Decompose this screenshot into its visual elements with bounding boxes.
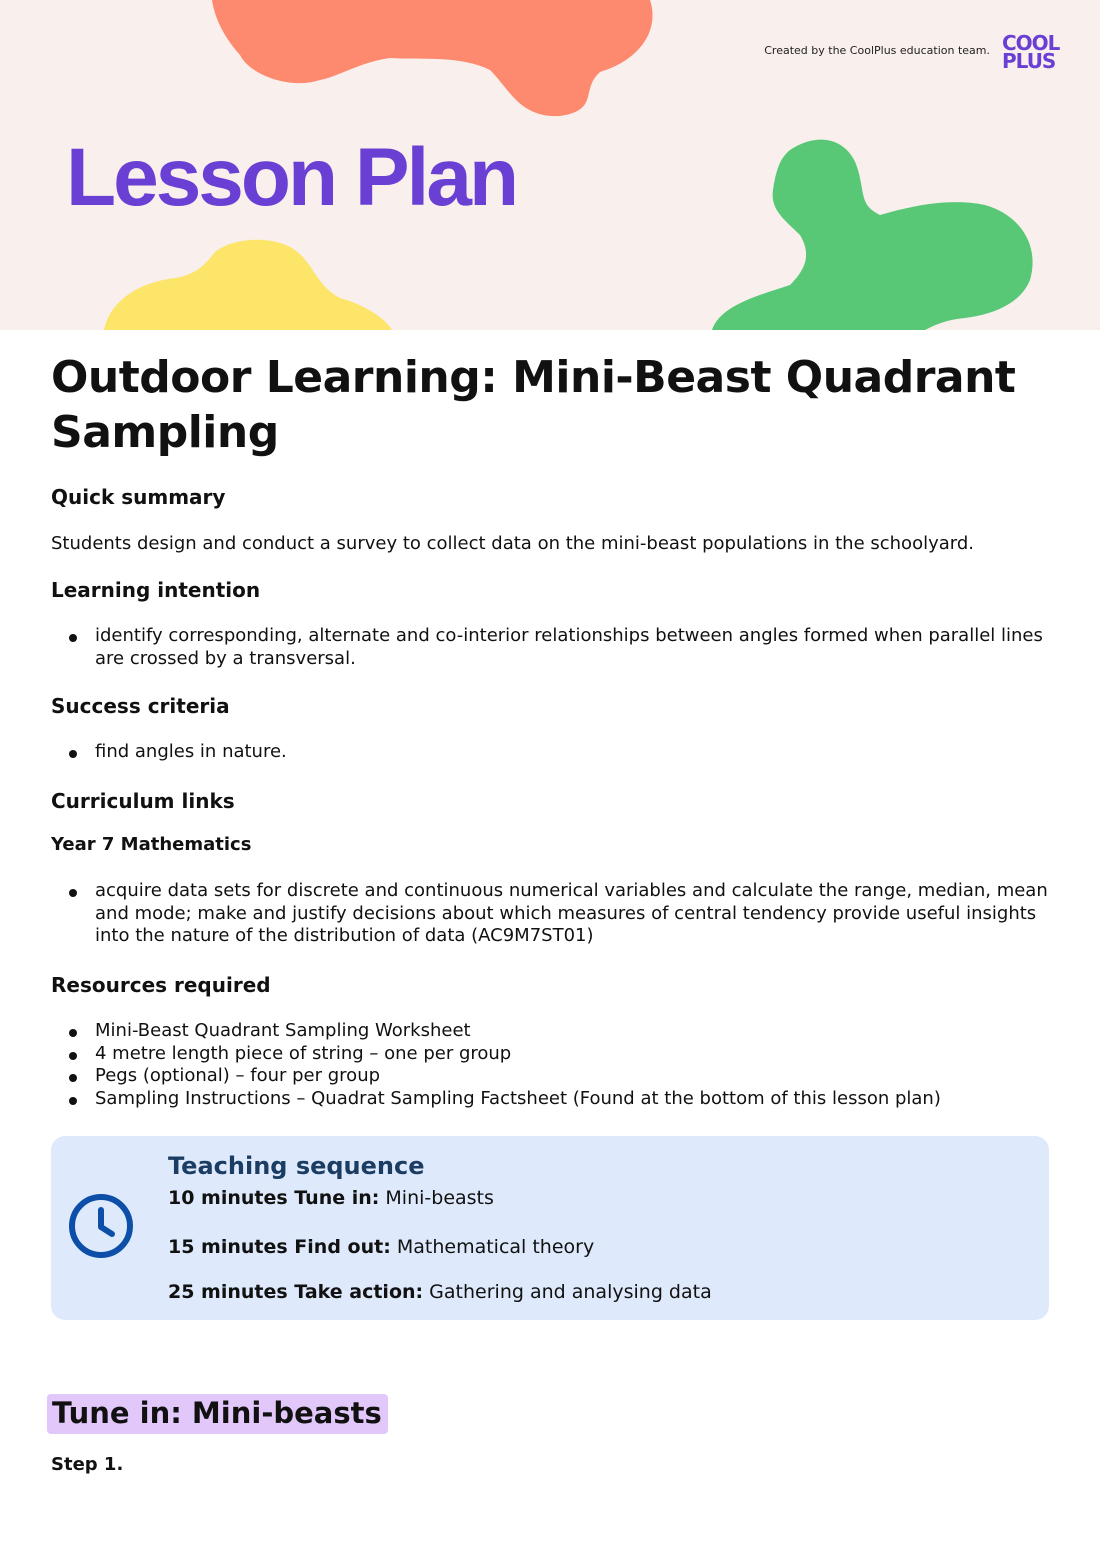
- green-blob: [712, 140, 1033, 330]
- sequence-item: [168, 1187, 494, 1209]
- curriculum-subheading: Year 7 Mathematics: [51, 834, 252, 855]
- header-banner: [0, 0, 1100, 330]
- curriculum-links-heading: Curriculum links: [51, 789, 235, 813]
- page-hero-title: Lesson Plan: [66, 132, 517, 223]
- list-item: identify corresponding, alternate and co-interior relationships between angles formed when parallel lines are crossed by a transversal.: [51, 625, 1051, 670]
- resources-list: [51, 1020, 1051, 1110]
- lesson-title-block: [51, 350, 1051, 460]
- list-item: Mini-Beast Quadrant Sampling Worksheet: [51, 1020, 1051, 1043]
- coral-blob: [212, 0, 653, 116]
- success-criteria-heading: Success criteria: [51, 694, 230, 718]
- sequence-item: [168, 1236, 594, 1258]
- tune-in-heading: Tune in: Mini-beasts: [47, 1394, 388, 1434]
- list-item: find angles in nature.: [51, 741, 1051, 764]
- sequence-item-time: 25 minutes Take action:: [168, 1281, 424, 1303]
- sequence-item-text: Mini-beasts: [379, 1187, 494, 1209]
- sequence-item: [168, 1281, 712, 1303]
- success-criteria-list: [51, 741, 1051, 764]
- logo-text-line1: COOL: [1002, 31, 1060, 55]
- credit-text: Created by the CoolPlus education team.: [764, 44, 990, 57]
- quick-summary-heading: Quick summary: [51, 485, 226, 509]
- logo-text-line2: PLUS: [1002, 49, 1056, 73]
- resources-heading: Resources required: [51, 973, 271, 997]
- sequence-item-time: 15 minutes Find out:: [168, 1236, 391, 1258]
- quick-summary-text: Students design and conduct a survey to collect data on the mini-beast populations in the schoolyard.: [51, 533, 974, 554]
- step-label: Step 1.: [51, 1454, 124, 1475]
- yellow-blob: [104, 240, 392, 330]
- lesson-title: Outdoor Learning: Mini-Beast Quadrant Sampling: [51, 352, 1016, 458]
- curriculum-links-list: [51, 880, 1051, 948]
- learning-intention-heading: Learning intention: [51, 578, 261, 602]
- learning-intention-list: [51, 625, 1051, 670]
- list-item: 4 metre length piece of string – one per group: [51, 1043, 1051, 1066]
- sequence-item-text: Mathematical theory: [390, 1236, 595, 1258]
- list-item: Pegs (optional) – four per group: [51, 1065, 1051, 1088]
- list-item: Sampling Instructions – Quadrat Sampling Factsheet (Found at the bottom of this lesson plan): [51, 1088, 1051, 1111]
- teaching-sequence-heading: Teaching sequence: [168, 1152, 425, 1180]
- sequence-item-text: Gathering and analysing data: [423, 1281, 712, 1303]
- coolplus-logo: [1002, 31, 1068, 74]
- sequence-item-time: 10 minutes Tune in:: [168, 1187, 380, 1209]
- list-item: acquire data sets for discrete and continuous numerical variables and calculate the range, median, mean and mode; make and justify decisions about which measures of central tendency provide useful insights into the nature of the distribution of data (AC9M7ST01): [51, 880, 1051, 948]
- clock-icon: [67, 1192, 135, 1260]
- teaching-sequence-box: [51, 1136, 1049, 1320]
